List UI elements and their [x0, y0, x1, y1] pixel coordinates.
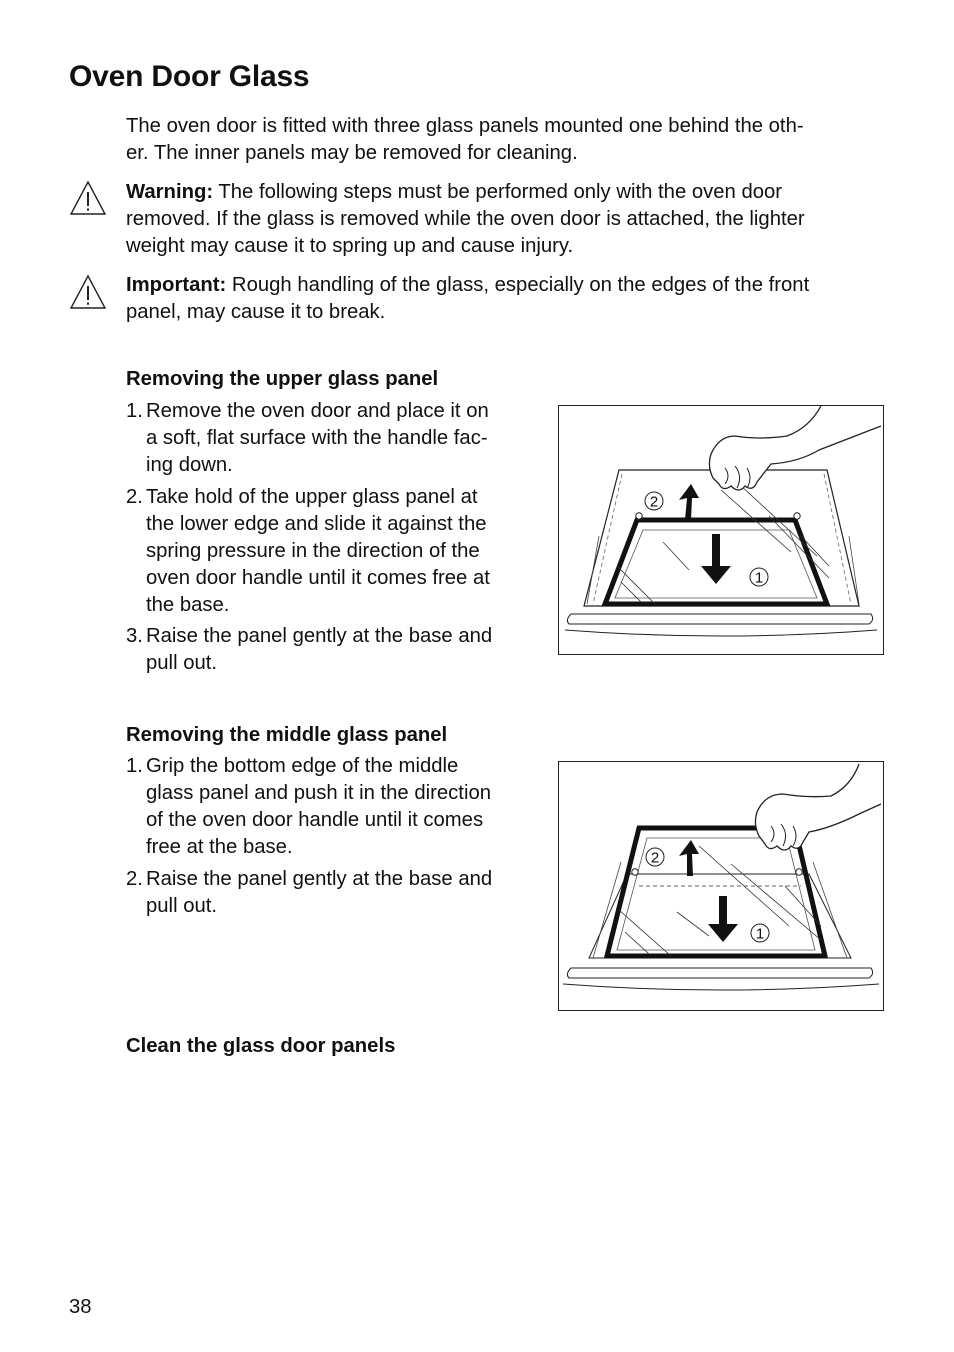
upper-panel-illustration: [558, 405, 884, 655]
upper-panel-heading: Removing the upper glass panel: [126, 368, 439, 390]
warning-triangle-icon: [69, 180, 107, 216]
caution-triangle-icon: [69, 274, 107, 310]
intro-line: The oven door is fitted with three glass panels mounted one behind the oth-: [126, 115, 804, 137]
warning-text: removed. If the glass is removed while the oven door is attached, the lighter: [126, 208, 805, 230]
step-text: Raise the panel gently at the base and: [146, 625, 493, 647]
important-text: Rough handling of the glass, especially on the edges of the front: [226, 274, 810, 296]
warning-text: The following steps must be performed only with the oven door: [213, 181, 783, 203]
warning-text: weight may cause it to spring up and cause injury.: [126, 235, 574, 257]
step-number: 1.: [126, 400, 143, 422]
page-number: 38: [69, 1296, 92, 1318]
middle-panel-steps: [126, 753, 492, 924]
step-number: 2.: [126, 867, 143, 890]
step-number: 3.: [126, 625, 143, 647]
intro-line: er. The inner panels may be removed for cleaning.: [126, 142, 578, 164]
list-item: [126, 484, 492, 619]
warning-label: Warning:: [126, 181, 214, 203]
step-text: the base.: [146, 593, 230, 616]
page-title: Oven Door Glass: [69, 60, 310, 93]
step-text: free at the base.: [146, 836, 293, 858]
step-text: glass panel and push it in the direction: [146, 782, 492, 804]
step-text: oven door handle until it comes free at: [146, 566, 490, 589]
intro-paragraph: [126, 113, 804, 167]
callout-2: 2: [649, 493, 659, 511]
step-number: 2.: [126, 485, 143, 508]
step-number: 1.: [126, 755, 143, 777]
important-label: Important:: [126, 274, 227, 296]
step-text: of the oven door handle until it comes: [146, 809, 484, 831]
warning-paragraph: [126, 179, 805, 260]
step-text: ing down.: [146, 454, 233, 476]
important-text: panel, may cause it to break.: [126, 301, 386, 323]
step-text: Remove the oven door and place it on: [146, 400, 489, 422]
step-text: the lower edge and slide it against the: [146, 512, 487, 535]
step-text: Raise the panel gently at the base and: [146, 867, 493, 890]
clean-panels-heading: Clean the glass door panels: [126, 1035, 396, 1057]
callout-2: 2: [650, 849, 660, 867]
callout-1: 1: [754, 569, 764, 587]
step-text: pull out.: [146, 652, 218, 674]
callout-1: 1: [755, 925, 765, 943]
list-item: [126, 753, 492, 861]
step-text: Take hold of the upper glass panel at: [146, 485, 478, 508]
list-item: [126, 866, 492, 920]
step-text: pull out.: [146, 894, 218, 917]
step-text: a soft, flat surface with the handle fac-: [146, 427, 488, 449]
step-text: Grip the bottom edge of the middle: [146, 755, 459, 777]
upper-panel-steps: [126, 398, 492, 682]
middle-panel-heading: Removing the middle glass panel: [126, 724, 448, 746]
list-item: [126, 623, 492, 677]
step-text: spring pressure in the direction of the: [146, 539, 480, 562]
middle-panel-illustration: [558, 761, 884, 1011]
important-paragraph: [126, 272, 809, 326]
list-item: [126, 398, 492, 479]
